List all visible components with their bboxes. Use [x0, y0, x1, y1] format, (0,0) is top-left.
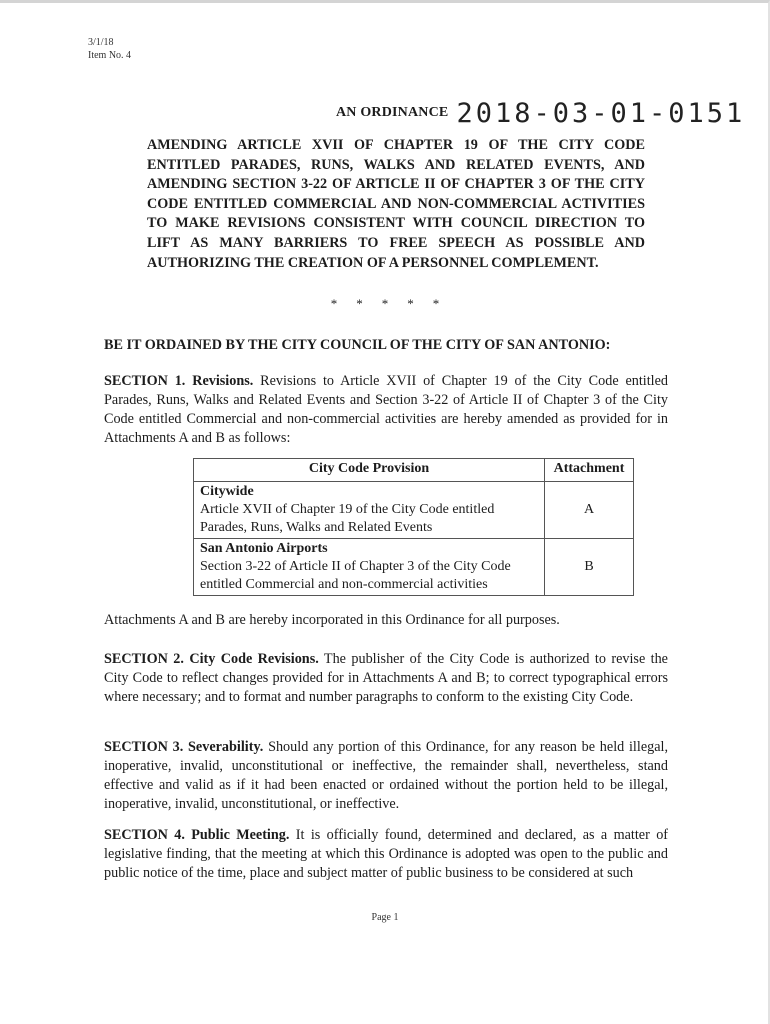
ordinance-number: 2018-03-01-0151	[456, 98, 746, 129]
attachment-cell: B	[545, 539, 634, 596]
provision-table	[193, 458, 634, 596]
section-2	[104, 650, 668, 707]
region-name: San Antonio Airports	[200, 541, 328, 556]
section-4-heading: SECTION 4. Public Meeting.	[104, 827, 290, 843]
table-row	[194, 482, 634, 539]
section-2-text: The publisher of the City Code is authorized to revise the City Code to reflect changes provided for in Attachments A and B; to correct typographical errors where necessary; and to format and number paragraphs to conform to the existing City Code.	[104, 651, 668, 705]
ordained-clause: BE IT ORDAINED BY THE CITY COUNCIL OF THE CITY OF SAN ANTONIO:	[104, 337, 611, 353]
provision-cell	[194, 482, 545, 539]
provision-text: Section 3-22 of Article II of Chapter 3 of the City Code entitled Commercial and non-commercial activities	[200, 559, 511, 592]
header-item-number: Item No. 4	[88, 50, 132, 61]
separator-asterisks: *****	[330, 296, 459, 311]
provision-cell	[194, 539, 545, 596]
incorporation-statement: Attachments A and B are hereby incorporated in this Ordinance for all purposes.	[104, 612, 560, 628]
section-3-heading: SECTION 3. Severability.	[104, 739, 264, 755]
header-meta	[88, 36, 131, 62]
section-1-text: Revisions to Article XVII of Chapter 19 of the City Code entitled Parades, Runs, Walks and Related Events and Section 3-22 of Article II of Chapter 3 of the City Code entitled Commercial and non-commercial activities are hereby amended as provided for in Attachments A and B as follows:	[104, 373, 669, 446]
page-number: Page 1	[371, 912, 399, 923]
section-3	[104, 738, 668, 814]
section-4-text: It is officially found, determined and declared, as a matter of legislative finding, that the meeting at which this Ordinance is adopted was open to the public and public notice of the time, place and subject matter of public business to be considered at such	[104, 827, 669, 881]
table-header-row	[194, 459, 634, 482]
attachment-cell: A	[545, 482, 634, 539]
region-name: Citywide	[200, 484, 254, 499]
provision-text: Article XVII of Chapter 19 of the City Code entitled Parades, Runs, Walks and Related Events	[200, 502, 495, 535]
ordinance-title: AMENDING ARTICLE XVII OF CHAPTER 19 OF THE CITY CODE ENTITLED PARADES, RUNS, WALKS AND RELATED EVENTS, AND AMENDING SECTION 3-22 OF ARTICLE II OF CHAPTER 3 OF THE CITY CODE ENTITLED COMMERCIAL AND NON-COMMERCIAL ACTIVITIES TO MAKE REVISIONS CONSISTENT WITH COUNCIL DIRECTION TO LIFT AS MANY BARRIERS TO FREE SPEECH AS POSSIBLE AND AUTHORIZING THE CREATION OF A PERSONNEL COMPLEMENT.	[147, 137, 645, 271]
section-1	[104, 372, 668, 448]
table-row	[194, 539, 634, 596]
ordinance-label: AN ORDINANCE	[336, 105, 449, 120]
section-1-heading: SECTION 1. Revisions.	[104, 373, 254, 389]
header-date: 3/1/18	[88, 37, 114, 48]
section-3-text: Should any portion of this Ordinance, for any reason be held illegal, inoperative, invalid, unconstitutional or ineffective, the remainder shall, nevertheless, stand effective and valid as if it had been enacted or ordained without the portion held to be illegal, inoperative, invalid, unconstitutional, or ineffective.	[104, 739, 668, 812]
ordinance-heading	[336, 98, 745, 129]
column-header-attachment: Attachment	[545, 459, 634, 482]
section-4	[104, 826, 668, 883]
section-2-heading: SECTION 2. City Code Revisions.	[104, 651, 319, 667]
column-header-provision: City Code Provision	[194, 459, 545, 482]
